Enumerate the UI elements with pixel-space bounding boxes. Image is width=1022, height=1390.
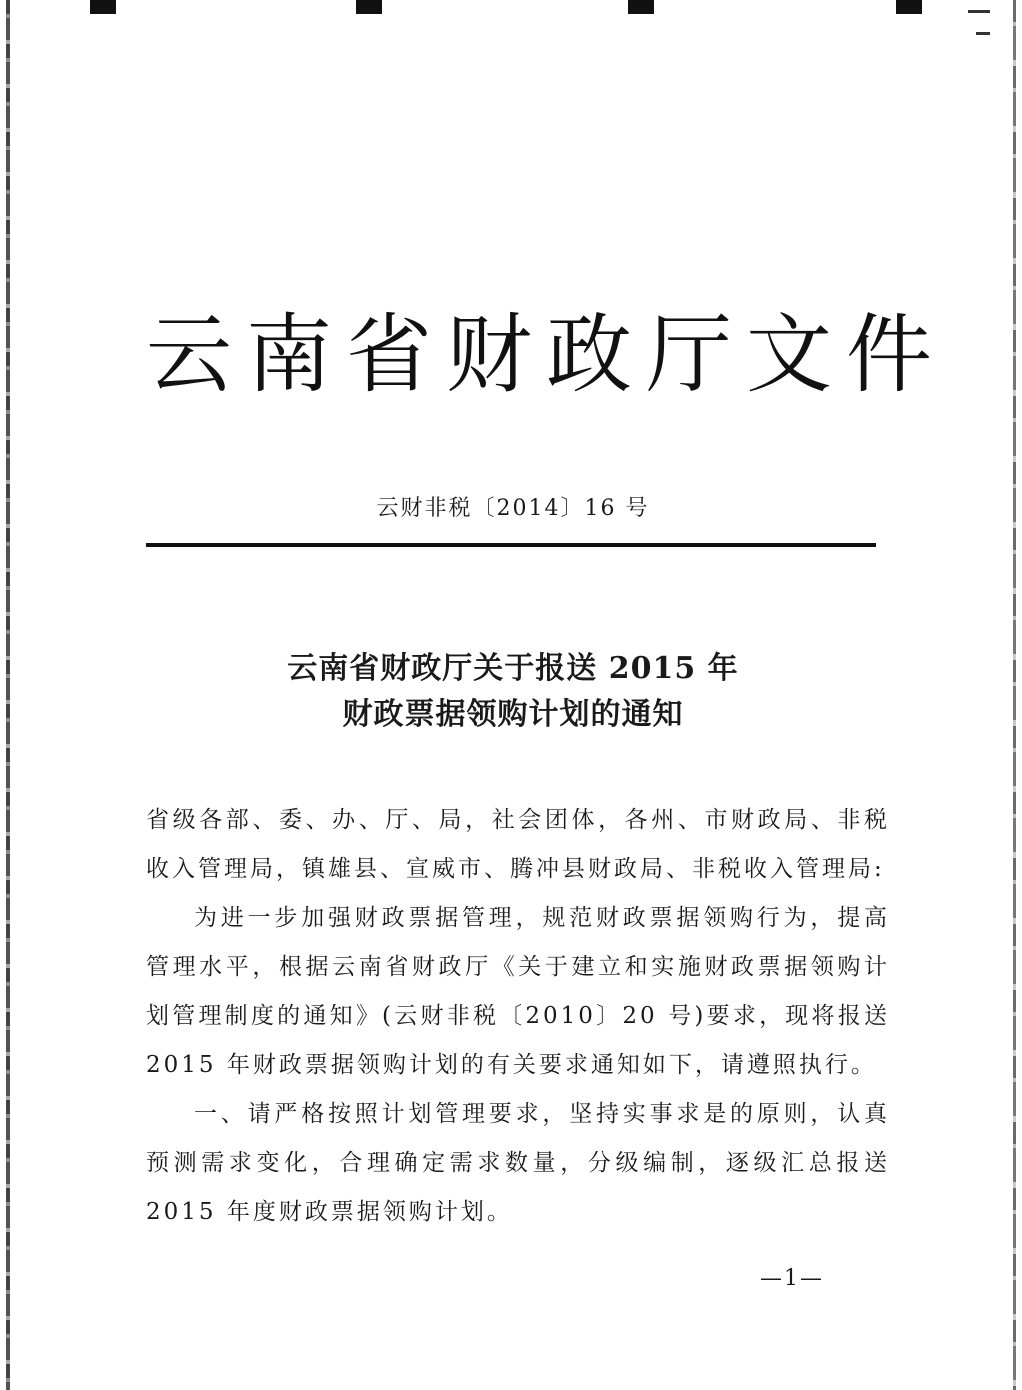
scan-edge-left — [6, 0, 10, 1390]
scan-mark — [976, 32, 990, 35]
binding-mark-1 — [90, 0, 116, 14]
document-number: 云财非税〔2014〕16 号 — [376, 496, 650, 521]
notice-title-line-1: 云南省财政厅关于报送 2015 年 — [287, 651, 739, 686]
scan-mark — [968, 10, 990, 13]
binding-mark-2 — [356, 0, 382, 14]
notice-title — [146, 646, 880, 738]
body-paragraph-1: 为进一步加强财政票据管理，规范财政票据领购行为，提高管理水平，根据云南省财政厅《关于建立和实施财政票据领购计划管理制度的通知》(云财非税〔2010〕20 号)要求，现将报送 2015 年财政票据领购计划的有关要求通知如下，请遵照执行。 — [146, 905, 890, 1078]
notice-title-line-2: 财政票据领购计划的通知 — [342, 697, 684, 732]
header-divider — [146, 543, 876, 547]
binding-mark-3 — [628, 0, 654, 14]
scan-edge-right — [1013, 0, 1016, 1390]
binding-mark-4 — [896, 0, 922, 14]
page-number: —1— — [760, 1266, 824, 1291]
document-body — [146, 796, 890, 1237]
document-header-title: 云南省财政厅文件 — [146, 305, 946, 405]
recipients-paragraph: 省级各部、委、办、厅、局，社会团体，各州、市财政局、非税收入管理局，镇雄县、宣威市、腾冲县财政局、非税收入管理局: — [146, 807, 890, 882]
body-paragraph-2: 一、请严格按照计划管理要求，坚持实事求是的原则，认真预测需求变化，合理确定需求数量，分级编制，逐级汇总报送 2015 年度财政票据领购计划。 — [146, 1101, 890, 1225]
